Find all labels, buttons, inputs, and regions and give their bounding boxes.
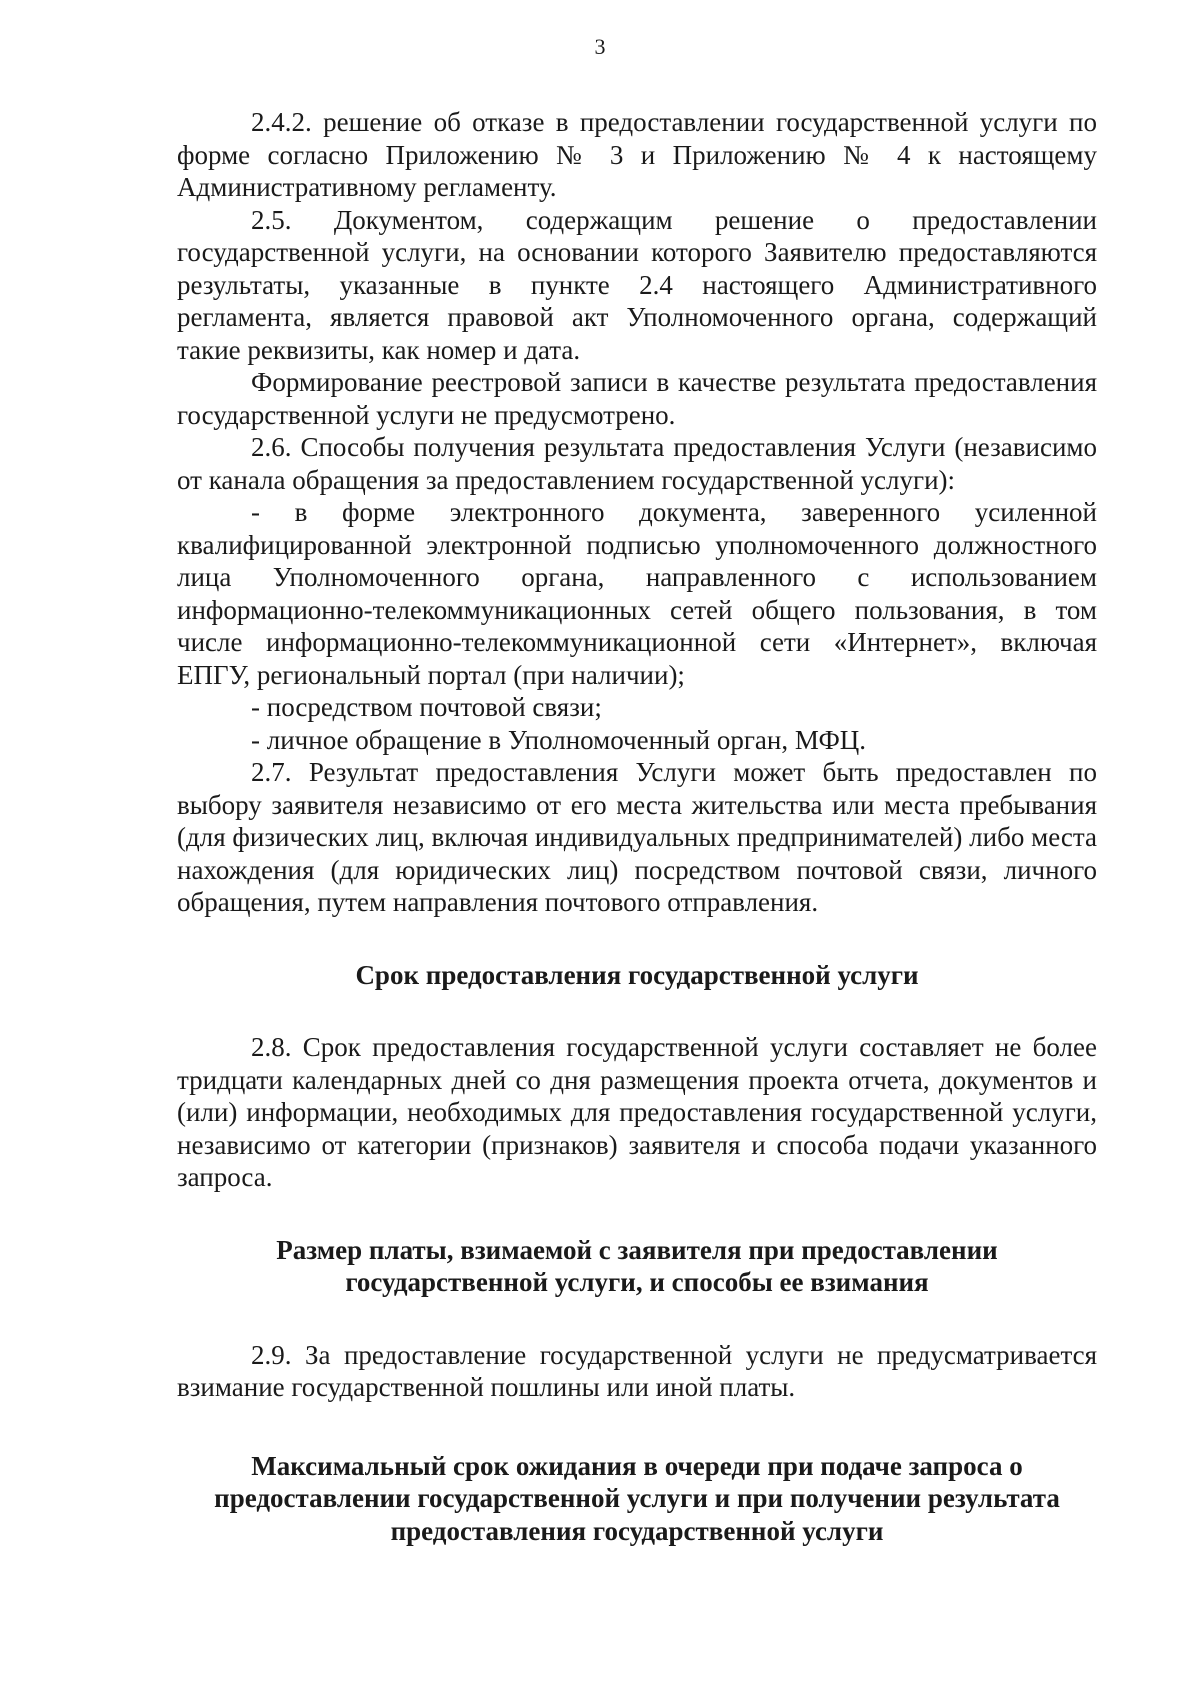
paragraph-2-5: 2.5. Документом, содержащим решение о предоставлении государственной услуги, на основании которого Заявителю предоставляются результаты, указанные в пункте 2.4 настоящего Административного регламента, является правовой акт Уполномоченного органа, содержащий такие реквизиты, как номер и дата. <box>177 204 1097 365</box>
section-heading-queue <box>177 1450 1097 1548</box>
section-heading-queue-line3: предоставления государственной услуги <box>390 1515 884 1546</box>
section-heading-fee-line2: государственной услуги, и способы ее взимания <box>345 1267 929 1297</box>
section-heading-fee-line1: Размер платы, взимаемой с заявителя при предоставлении <box>276 1234 998 1265</box>
paragraph-2-7: 2.7. Результат предоставления Услуги может быть предоставлен по выбору заявителя независимо от его места жительства или места пребывания (для физических лиц, включая индивидуальных предпринимателей) либо места нахождения (для юридических лиц) посредством почтовой связи, личного обращения, путем направления почтового отправления. <box>177 757 1097 917</box>
paragraph-2-9: 2.9. За предоставление государственной услуги не предусматривается взимание государственной пошлины или иной платы. <box>177 1339 1097 1402</box>
document-body <box>177 106 1097 1547</box>
list-item-postal: - посредством почтовой связи; <box>251 692 602 722</box>
paragraph-2-6: 2.6. Способы получения результата предоставления Услуги (независимо от канала обращения за предоставлением государственной услуги): <box>177 432 1097 495</box>
paragraph-2-4-2: 2.4.2. решение об отказе в предоставлении государственной услуги по форме согласно Приложению № 3 и Приложению № 4 к настоящему Административному регламенту. <box>177 107 1097 202</box>
section-heading-term: Срок предоставления государственной услуги <box>355 959 919 990</box>
paragraph-2-8: 2.8. Срок предоставления государственной услуги составляет не более тридцати календарных дней со дня размещения проекта отчета, документов и (или) информации, необходимых для предоставления государственной услуги, независимо от категории (признаков) заявителя и способа подачи указанного запроса. <box>177 1032 1097 1192</box>
list-item-personal: - личное обращение в Уполномоченный орган, МФЦ. <box>251 724 867 755</box>
list-item-electronic: - в форме электронного документа, заверенного усиленной квалифицированной электронной подписью уполномоченного должностного лица Уполномоченного органа, направленного с использованием информационно-телекоммуникационных сетей общего пользования, в том числе информационно-телекоммуникационной сети «Интернет», включая ЕПГУ, региональный портал (при наличии); <box>177 497 1097 690</box>
section-heading-fee <box>177 1234 1097 1299</box>
paragraph-registry-record: Формирование реестровой записи в качестве результата предоставления государственной услуги не предусмотрено. <box>177 367 1097 430</box>
page-number: 3 <box>594 34 606 59</box>
section-heading-queue-line1: Максимальный срок ожидания в очереди при подаче запроса о <box>251 1450 1023 1481</box>
section-heading-queue-line2: предоставлении государственной услуги и при получении результата <box>214 1483 1060 1513</box>
